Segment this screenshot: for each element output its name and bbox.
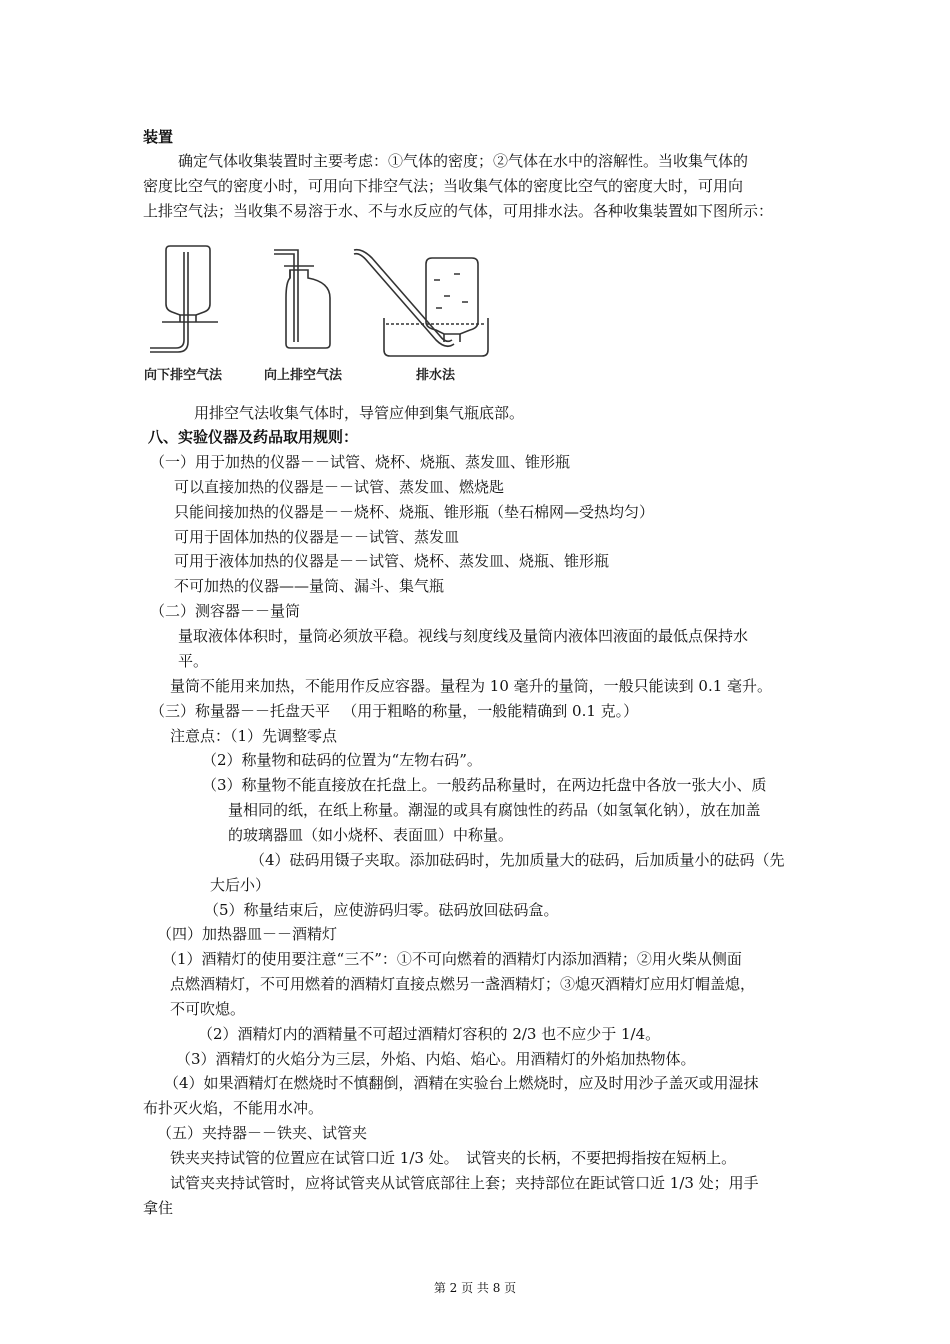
body-line-14: （3）称量物不能直接放在托盘上。一般药品称量时，在两边托盘中各放一张大小、质: [202, 776, 767, 794]
body-line-26: （4）如果酒精灯在燃烧时不慎翻倒，酒精在实验台上燃烧时，应及时用沙子盖灭或用湿抹: [164, 1074, 759, 1092]
body-line-20: （四）加热器皿－－酒精灯: [157, 925, 338, 943]
body-line-23: 不可吹熄。: [170, 1000, 246, 1018]
body-line-25: （3）酒精灯的火焰分为三层，外焰、内焰、焰心。用酒精灯的外焰加热物体。: [176, 1050, 696, 1068]
label-downward-displacement: 向下排空气法: [144, 368, 223, 383]
body-line-29: 铁夹夹持试管的位置应在试管口近 1/3 处。 试管夹的长柄，不要把拇指按在短柄上。: [170, 1149, 737, 1167]
body-line-13: （2）称量物和砝码的位置为“左物右码”。: [202, 751, 482, 769]
body-line-19: （5）称量结束后，应使游码归零。砝码放回砝码盒。: [204, 901, 559, 919]
body-line-12: 注意点：（1）先调整零点: [170, 727, 338, 745]
body-line-8: 量取液体体积时，量筒必须放平稳。视线与刻度线及量筒内液体凹液面的最低点保持水: [178, 627, 749, 645]
body-line-31: 拿住: [143, 1199, 174, 1217]
label-upward-displacement: 向上排空气法: [264, 368, 343, 383]
body-line-27: 布扑灭火焰，不能用水冲。: [143, 1099, 324, 1117]
body-line-10: 量筒不能用来加热，不能用作反应容器。量程为 10 毫升的量筒，一般只能读到 0.1 毫升。: [170, 677, 773, 695]
body-line-17: （4）砝码用镊子夹取。添加砝码时，先加质量大的砝码，后加质量小的砝码（先: [250, 851, 785, 869]
body-line-3: 只能间接加热的仪器是－－烧杯、烧瓶、锥形瓶（垫石棉网—受热均匀）: [174, 503, 655, 521]
heading-device: 装置: [143, 128, 174, 146]
label-water-displacement: 排水法: [416, 368, 456, 383]
body-line-28: （五）夹持器－－铁夹、试管夹: [157, 1124, 368, 1142]
note-tube: 用排空气法收集气体时，导管应伸到集气瓶底部。: [194, 404, 525, 422]
body-line-6: 不可加热的仪器——量筒、漏斗、集气瓶: [174, 577, 445, 595]
body-line-18: 大后小）: [210, 876, 271, 894]
section8-title: 八、实验仪器及药品取用规则：: [148, 428, 359, 446]
body-line-9: 平。: [178, 652, 209, 670]
body-line-5: 可用于液体加热的仪器是－－试管、烧杯、蒸发皿、烧瓶、锥形瓶: [174, 552, 610, 570]
downward-displacement-apparatus: [150, 246, 218, 352]
body-line-30: 试管夹夹持试管时，应将试管夹从试管底部往上套；夹持部位在距试管口近 1/3 处；用手: [170, 1174, 759, 1192]
body-line-7: （二）测容器－－量筒: [150, 602, 301, 620]
upward-displacement-apparatus: [274, 250, 330, 348]
page-footer: 第 2 页 共 8 页: [433, 1281, 517, 1295]
body-line-21: （1）酒精灯的使用要注意“三不”：①不可向燃着的酒精灯内添加酒精；②用火柴从侧面: [162, 950, 742, 968]
intro-line-3: 上排空气法；当收集不易溶于水、不与水反应的气体，可用排水法。各种收集装置如下图所示：: [143, 202, 774, 220]
body-line-11: （三）称量器－－托盘天平 （用于粗略的称量，一般能精确到 0.1 克。）: [150, 702, 639, 720]
body-line-4: 可用于固体加热的仪器是－－试管、蒸发皿: [174, 528, 460, 546]
body-line-24: （2）酒精灯内的酒精量不可超过酒精灯容积的 2/3 也不应少于 1/4。: [198, 1025, 661, 1043]
body-line-2: 可以直接加热的仪器是－－试管、蒸发皿、燃烧匙: [174, 478, 505, 496]
water-displacement-apparatus: [354, 250, 488, 356]
body-line-22: 点燃酒精灯，不可用燃着的酒精灯直接点燃另一盏酒精灯；③熄灭酒精灯应用灯帽盖熄，: [170, 975, 756, 993]
gas-collection-figure: [140, 240, 500, 390]
body-line-15: 量相同的纸，在纸上称量。潮湿的或具有腐蚀性的药品（如氢氧化钠），放在加盖: [228, 801, 761, 819]
intro-line-1: 确定气体收集装置时主要考虑：①气体的密度；②气体在水中的溶解性。当收集气体的: [178, 152, 749, 170]
intro-line-2: 密度比空气的密度小时，可用向下排空气法；当收集气体的密度比空气的密度大时，可用向: [143, 177, 744, 195]
body-line-16: 的玻璃器皿（如小烧杯、表面皿）中称量。: [228, 826, 514, 844]
body-line-1: （一）用于加热的仪器－－试管、烧杯、烧瓶、蒸发皿、锥形瓶: [150, 453, 571, 471]
